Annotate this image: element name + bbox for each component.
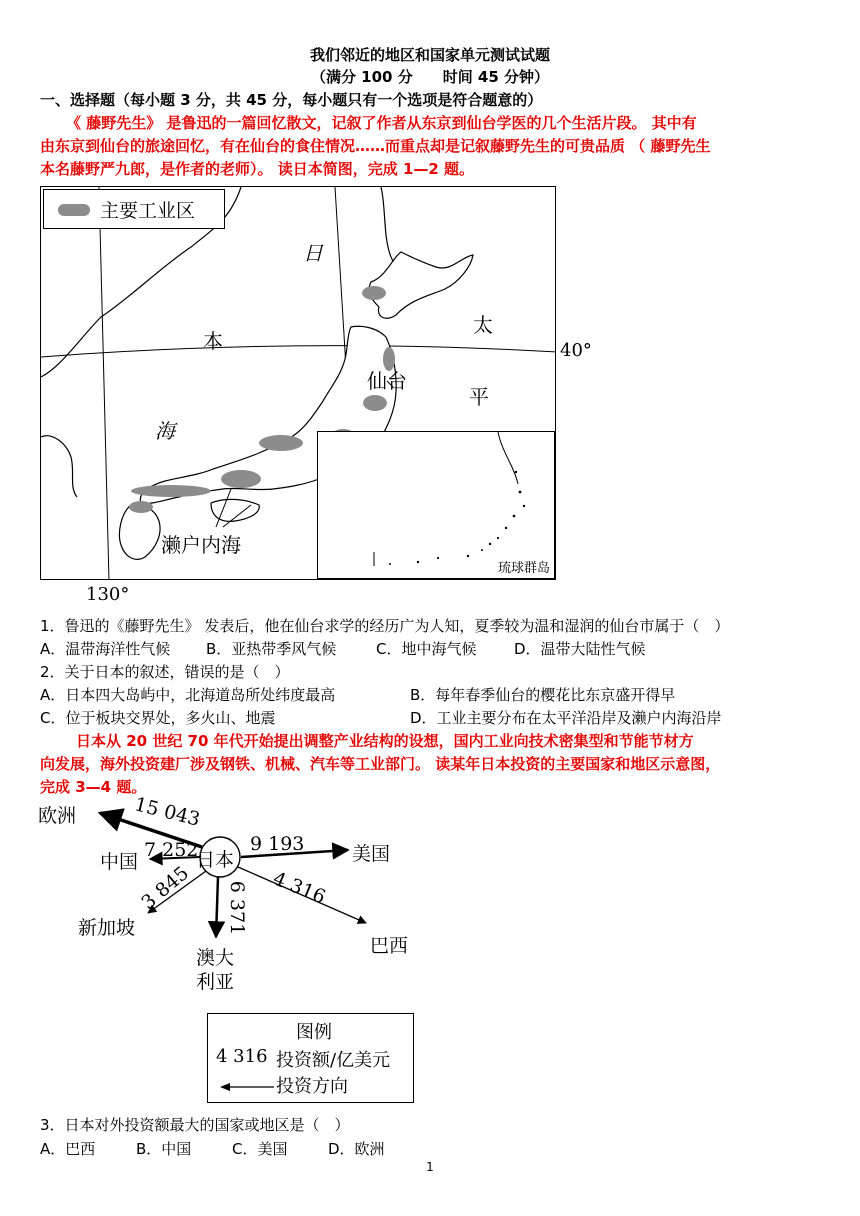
q2-option-b[interactable]: B．每年春季仙台的樱花比东京盛开得早 [410, 686, 676, 704]
japan-node-label: 日本 [196, 849, 235, 871]
label-130-degree: 130° [86, 584, 130, 605]
q1-option-c[interactable]: C．地中海气候 [376, 640, 477, 658]
q3-option-c[interactable]: C．美国 [232, 1140, 288, 1158]
intro2-line-3: 完成 3—4 题。 [40, 778, 147, 796]
label-ri: 日 [303, 241, 323, 265]
investment-legend-direction-text: 投资方向 [276, 1076, 348, 1097]
label-ping: 平 [469, 385, 489, 409]
ryukyu-caption: 琉球群岛 [497, 561, 550, 576]
arrow-australia [216, 877, 218, 937]
longitude-130-line [99, 187, 109, 580]
intro-line-1: 《 藤野先生》 是鲁迅的一篇回忆散文，记叙了作者从东京到仙台学医的几个生活片段。 其中有 [66, 114, 697, 132]
korea-coast [41, 436, 77, 497]
q2-option-a[interactable]: A．日本四大岛屿中，北海道岛所处纬度最高 [40, 686, 336, 704]
dest-australia-line2: 利亚 [196, 971, 235, 993]
value-china: 7 252 [144, 839, 199, 861]
japan-map [40, 186, 556, 580]
label-hai: 海 [155, 419, 175, 443]
dest-singapore: 新加坡 [78, 917, 136, 939]
investment-legend-title: 图例 [296, 1022, 332, 1043]
q3-option-a[interactable]: A．巴西 [40, 1140, 96, 1158]
map-legend [43, 189, 225, 229]
q2-stem: 2．关于日本的叙述，错误的是（ ） [40, 663, 290, 681]
value-europe: 15 043 [132, 793, 203, 831]
label-ben: 本 [203, 329, 223, 353]
investment-legend-arrow-icon [218, 1080, 278, 1094]
dest-usa: 美国 [352, 843, 391, 865]
q3-option-b[interactable]: B．中国 [136, 1140, 192, 1158]
dest-china: 中国 [100, 851, 139, 873]
page-number: 1 [426, 1160, 434, 1174]
label-seto-inland-sea: 濑户内海 [161, 533, 241, 557]
section-heading: 一、选择题（每小题 3 分，共 45 分，每小题只有一个选项是符合题意的） [40, 91, 543, 109]
label-sendai: 仙台 [367, 369, 407, 393]
intro2-line-2: 向发展，海外投资建厂涉及钢铁、机械、汽车等工业部门。 读某年日本投资的主要国家和地区示意图， [40, 755, 721, 773]
intro2-line-1: 日本从 20 世纪 70 年代开始提出调整产业结构的设想，国内工业向技术密集型和节能节材方 [76, 732, 694, 750]
page-title: 我们邻近的地区和国家单元测试试题 [309, 46, 550, 64]
industrial-zone-swatch [58, 204, 90, 216]
q2-option-d[interactable]: D．工业主要分布在太平洋沿岸及濑户内海沿岸 [410, 709, 722, 727]
hokkaido [369, 252, 473, 318]
q1-option-b[interactable]: B．亚热带季风气候 [206, 640, 337, 658]
q2-option-c[interactable]: C．位于板块交界处，多火山、地震 [40, 709, 276, 727]
q3-stem: 3．日本对外投资额最大的国家或地区是（ ） [40, 1116, 350, 1134]
label-tai: 太 [473, 313, 493, 337]
dest-australia-line1: 澳大 [196, 947, 235, 969]
map-legend-label: 主要工业区 [100, 200, 196, 222]
dest-europe: 欧洲 [38, 805, 77, 827]
intro-line-2: 由东京到仙台的旅途回忆，有在仙台的食住情况……而重点却是记叙藤野先生的可贵品质 （ 藤野先生 [40, 137, 711, 155]
page-subtitle: （满分 100 分 时间 45 分钟） [310, 68, 550, 86]
ryukyu-inset [317, 431, 555, 579]
value-singapore: 3 845 [137, 862, 194, 914]
investment-diagram [30, 795, 450, 1010]
dest-brazil: 巴西 [370, 935, 409, 957]
latitude-40-line [41, 346, 556, 357]
q1-option-d[interactable]: D．温带大陆性气候 [514, 640, 646, 658]
intro-line-3: 本名藤野严九郎，是作者的老师）。 读日本简图，完成 1—2 题。 [40, 160, 475, 178]
investment-legend-amount-sample: 4 316 [216, 1046, 268, 1067]
value-brazil: 4 316 [269, 867, 329, 909]
value-australia: 6 371 [226, 880, 249, 936]
investment-legend-amount-text: 投资额/亿美元 [276, 1050, 391, 1071]
investment-legend [207, 1013, 414, 1103]
label-40-degree: 40° [560, 340, 592, 361]
value-usa: 9 193 [250, 833, 305, 855]
q1-stem: 1．鲁迅的《藤野先生》 发表后，他在仙台求学的经历广为人知，夏季较为温和湿润的仙台市属于（ ） [40, 617, 730, 635]
q3-option-d[interactable]: D．欧洲 [328, 1140, 385, 1158]
q1-option-a[interactable]: A．温带海洋性气候 [40, 640, 171, 658]
